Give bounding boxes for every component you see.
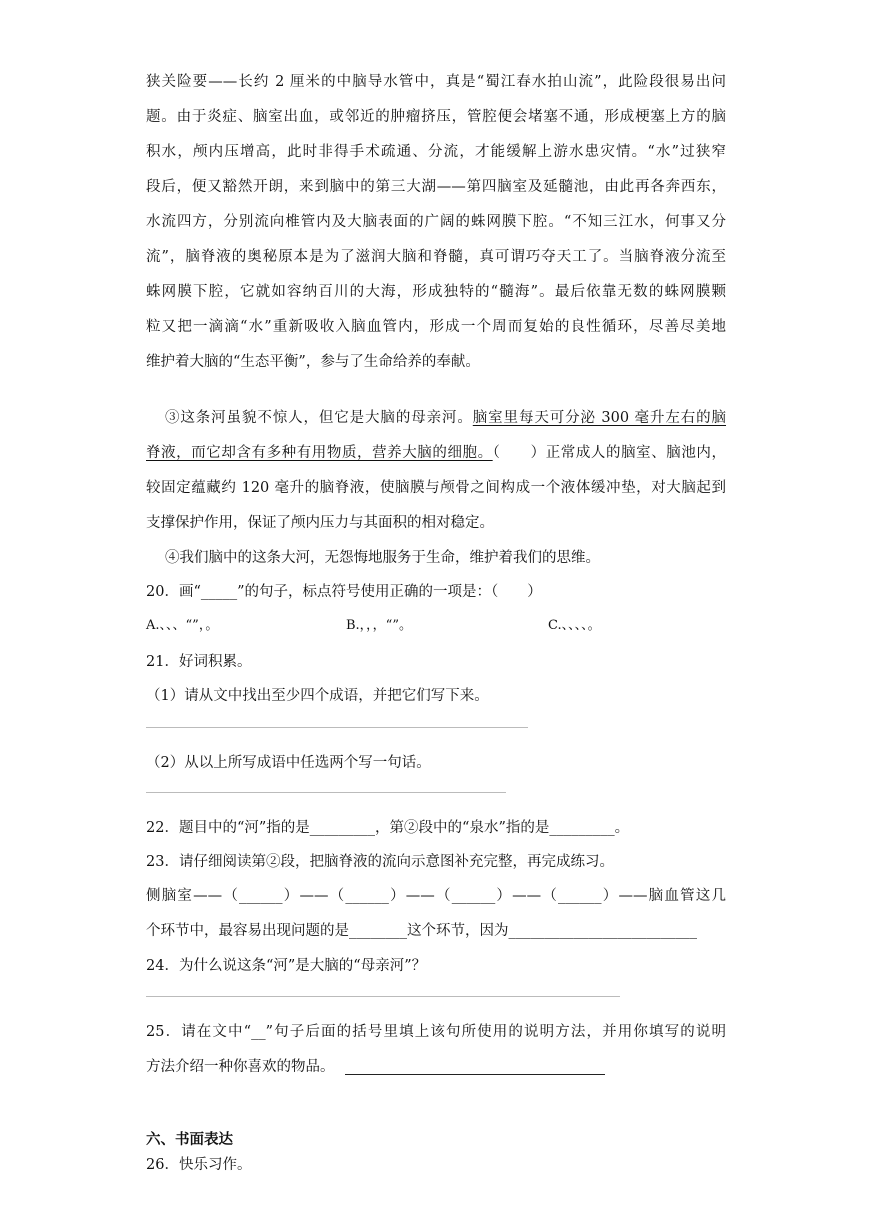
paragraph-3-line-1 [165,408,726,428]
passage-line: 蛛网膜下腔，它就如容纳百川的大海，形成独特的“髓海”。最后依靠无数的蛛网膜颗 [146,284,726,300]
option-b[interactable]: B.，，，“”。 [346,618,412,633]
question-21-sub2: （2）从以上所写成语中任选两个写一句话。 [146,755,431,771]
passage-line: 粒又把一滴滴“水”重新吸收入脑血管内，形成一个周而复始的良性循环，尽善尽美地 [146,319,726,335]
answer-line[interactable] [146,792,506,793]
passage-line: 段后，便又豁然开朗，来到脑中的第三大湖——第四脑室及延髓池，由此再各奔西东， [146,179,726,195]
answer-line[interactable] [146,996,620,997]
question-21-sub1: （1）请从文中找出至少四个成语，并把它们写下来。 [146,688,489,704]
question-24: 24．为什么说这条“河”是大脑的“母亲河”？ [146,958,427,974]
passage-line: 题。由于炎症、脑室出血，或邻近的肿瘤挤压，管腔便会堵塞不通，形成梗塞上方的脑 [146,109,726,125]
underlined-sentence: 脊液，而它却含有多种有用物质，营养大脑的细胞。 [146,445,493,461]
option-a[interactable]: A.、、、“”，。 [146,618,219,633]
passage-line: 支撑保护作用，保证了颅内压力与其面积的相对稳定。 [146,515,494,531]
passage-line: 狭关险要——长约 2 厘米的中脑导水管中，真是“蜀江春水拍山流”，此险段很易出问 [146,74,726,90]
passage-line: 积水，颅内压增高，此时非得手术疏通、分流，才能缓解上游水患灾情。“水”过狭窄 [146,144,726,160]
question-25-line-2: 方法介绍一种你喜欢的物品。 [146,1059,335,1075]
answer-line[interactable] [146,727,528,728]
question-20-stem: 20．画“_____”的句子，标点符号使用正确的一项是：（ ） [146,584,542,600]
question-22: 22．题目中的“河”指的是_________，第②段中的“泉水”指的是_________。 [146,820,630,836]
passage-line: 维护着大脑的“生态平衡”，参与了生命给养的奉献。 [146,354,480,370]
question-23-flow: 侧脑室——（______）——（______）——（______）——（______）——脑血管这几 [146,888,726,904]
answer-line[interactable] [345,1074,605,1075]
question-25-line-1: 25．请在文中“__”句子后面的括号里填上该句所使用的说明方法，并用你填写的说明 [146,1024,726,1040]
paragraph-3-line-2 [146,443,726,463]
passage-line: 水流四方，分别流向椎管内及大脑表面的广阔的蛛网膜下腔。“不知三江水，何事又分 [146,214,726,230]
underlined-sentence: 脑室里每天可分泌 300 毫升左右的脑 [472,410,727,426]
passage-line: 流”，脑脊液的奥秘原本是为了滋润大脑和脊髓，真可谓巧夺天工了。当脑脊液分流至 [146,249,726,265]
passage-line: 较固定蕴藏约 120 毫升的脑脊液，使脑膜与颅骨之间构成一个液体缓冲垫，对大脑起到 [146,480,726,496]
section-heading: 六、书面表达 [146,1131,233,1148]
option-c[interactable]: C.、、、、。 [548,618,601,633]
paragraph-4: ④我们脑中的这条大河，无怨悔地服务于生命，维护着我们的思维。 [165,550,600,566]
question-23-line-2: 个环节中，最容易出现问题的是________这个环节，因为__________________________ [146,923,697,939]
answer-bracket-text: （ ）正常成人的脑室、脑池内， [492,445,727,461]
paragraph-3-text: ③这条河虽貌不惊人，但它是大脑的母亲河。 [165,410,473,426]
question-23-stem: 23．请仔细阅读第②段，把脑脊液的流向示意图补充完整，再完成练习。 [146,854,614,870]
question-21-title: 21．好词积累。 [146,654,252,670]
question-26: 26．快乐习作。 [146,1157,252,1173]
